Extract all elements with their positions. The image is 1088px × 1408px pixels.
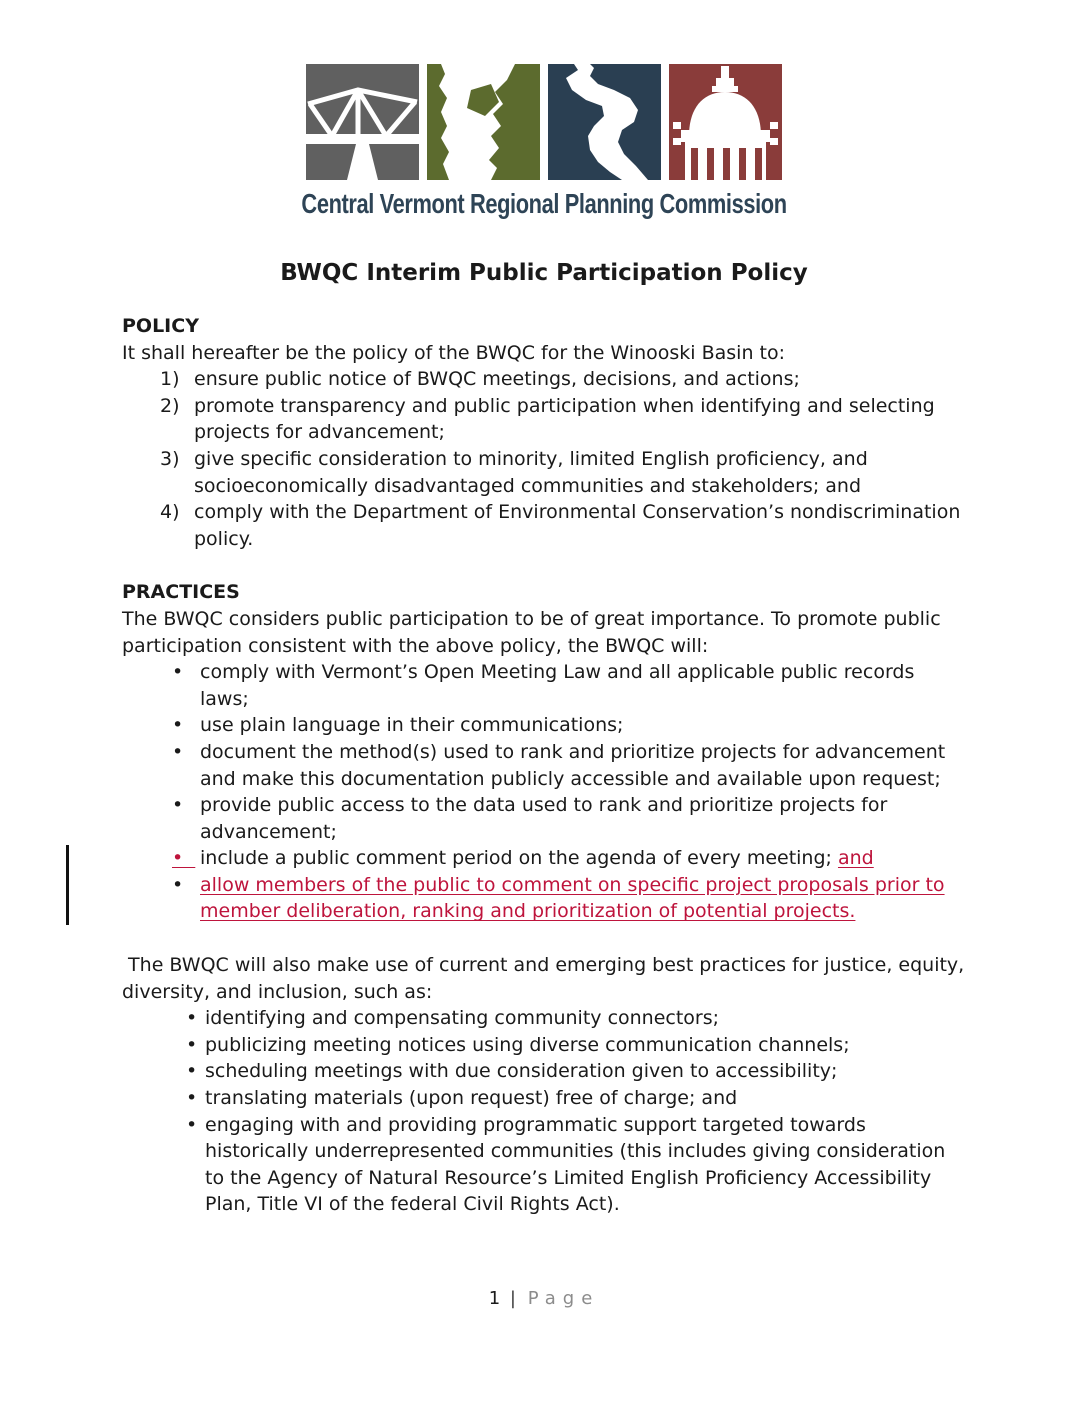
inserted-text: and	[837, 847, 874, 870]
practices-item	[172, 792, 968, 845]
list-text-original: include a public comment period on the agenda of every meeting;	[200, 847, 838, 870]
list-text: comply with the Department of Environmental Conservation’s nondiscrimination policy.	[194, 501, 961, 550]
jedi-bullet-list	[186, 1005, 968, 1218]
bullet-icon	[186, 1058, 205, 1085]
policy-item	[160, 393, 968, 446]
page-footer	[0, 1288, 1088, 1309]
practices-item-tracked-change	[172, 845, 968, 872]
practices-heading: PRACTICES	[122, 581, 240, 604]
list-text: comply with Vermont’s Open Meeting Law and all applicable public records laws;	[200, 661, 915, 710]
practices-item	[172, 739, 968, 792]
practices-item	[172, 712, 968, 739]
practices-item	[172, 659, 968, 712]
list-text: ensure public notice of BWQC meetings, decisions, and actions;	[194, 368, 800, 391]
list-text	[200, 845, 968, 872]
list-text: use plain language in their communications;	[200, 714, 624, 737]
logo-wordmark: Central Vermont Regional Planning Commission	[301, 188, 787, 219]
practices-intro: The BWQC considers public participation to be of great importance. To promote public participation consistent with the above policy, the BWQC will:	[122, 607, 941, 657]
vermont-map-icon	[427, 64, 540, 180]
list-marker: 1)	[160, 368, 180, 391]
list-text: engaging with and providing programmatic support targeted towards historically underrepresented communities (this includes giving consideration to the Agency of Natural Resource’s Limited English Proficiency Accessibility Plan, Title VI of the federal Civil Rights Act).	[205, 1113, 946, 1216]
jedi-intro: The BWQC will also make use of current and emerging best practices for justice, equity, diversity, and inclusion, such as:	[122, 954, 971, 1003]
bullet-icon	[186, 1005, 205, 1032]
policy-item	[160, 446, 968, 499]
jedi-item	[186, 1032, 968, 1059]
bullet-icon	[172, 792, 200, 845]
list-text: translating materials (upon request) free of charge; and	[205, 1087, 738, 1110]
list-text: provide public access to the data used to rank and prioritize projects for advancement;	[200, 794, 888, 843]
list-marker: 2)	[160, 394, 180, 417]
inserted-text: allow members of the public to comment on specific project proposals prior to member deliberation, ranking and prioritization of potential projects.	[200, 873, 945, 923]
policy-intro: It shall hereafter be the policy of the BWQC for the Winooski Basin to:	[122, 341, 785, 364]
capitol-dome-icon	[669, 64, 782, 180]
document-title: BWQC Interim Public Participation Policy	[280, 260, 808, 286]
cvrpc-logo	[0, 0, 1088, 220]
bullet-icon	[186, 1085, 205, 1112]
jedi-item	[186, 1112, 968, 1218]
bullet-icon	[186, 1032, 205, 1059]
footer-page-label: Page	[527, 1288, 600, 1309]
jedi-item	[186, 1005, 968, 1032]
list-text: identifying and compensating community connectors;	[205, 1007, 720, 1030]
policy-heading: POLICY	[122, 315, 199, 337]
bullet-icon	[172, 872, 200, 925]
bullet-icon	[172, 739, 200, 792]
practices-bullet-list	[172, 659, 968, 925]
list-marker: 4)	[160, 501, 180, 524]
footer-separator: |	[509, 1288, 516, 1309]
page-number: 1	[488, 1288, 501, 1309]
river-icon	[548, 64, 661, 180]
logo-tiles	[0, 64, 1088, 180]
jedi-item	[186, 1085, 968, 1112]
list-text: publicizing meeting notices using diverse communication channels;	[205, 1033, 850, 1056]
bullet-icon	[172, 659, 200, 712]
list-text: promote transparency and public participation when identifying and selecting projects for advancement;	[194, 394, 935, 444]
policy-numbered-list	[160, 366, 968, 552]
policy-item	[160, 366, 968, 393]
list-marker: 3)	[160, 447, 180, 470]
bullet-icon	[186, 1112, 205, 1218]
list-text: scheduling meetings with due consideration given to accessibility;	[205, 1060, 838, 1083]
practices-item-tracked-change	[172, 872, 968, 925]
jedi-item	[186, 1058, 968, 1085]
document-body	[122, 313, 971, 1218]
list-text: document the method(s) used to rank and prioritize projects for advancement and make this documentation publicly accessible and available upon request;	[200, 740, 946, 790]
list-text: give specific consideration to minority, limited English proficiency, and socioeconomically disadvantaged communities and stakeholders; and	[194, 447, 868, 497]
bullet-icon	[172, 712, 200, 739]
policy-item	[160, 499, 968, 552]
bullet-icon	[172, 845, 200, 872]
bridge-icon	[306, 64, 419, 180]
